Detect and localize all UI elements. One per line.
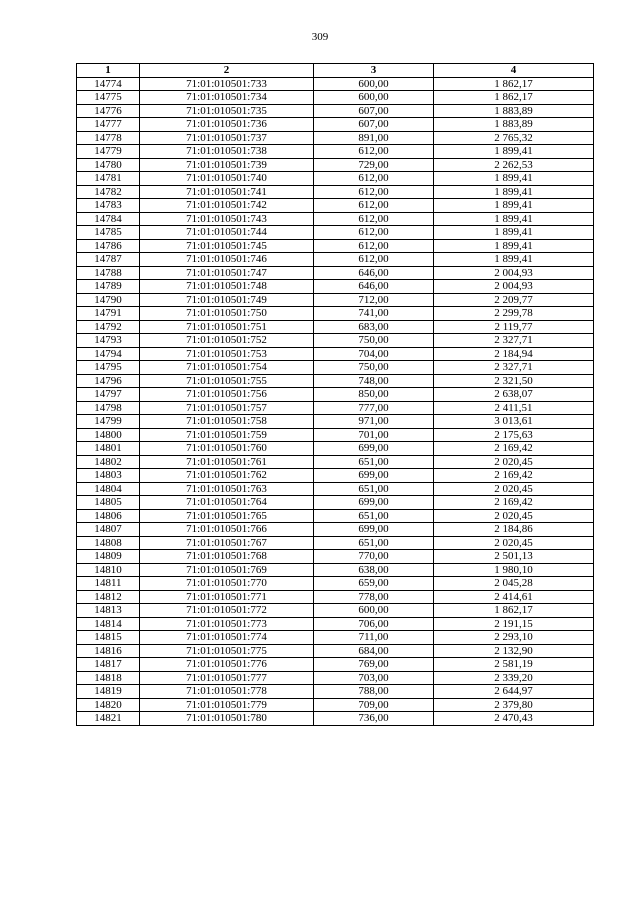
- row-number-cell: 14813: [77, 604, 140, 618]
- row-number-cell: 14821: [77, 712, 140, 726]
- value-cell: 1 899,41: [434, 185, 594, 199]
- cadastral-number-cell: 71:01:010501:734: [140, 91, 314, 105]
- cadastral-number-cell: 71:01:010501:773: [140, 617, 314, 631]
- cadastral-number-cell: 71:01:010501:763: [140, 482, 314, 496]
- area-cell: 646,00: [314, 280, 434, 294]
- table-row: [77, 712, 594, 726]
- cadastral-number-cell: 71:01:010501:759: [140, 428, 314, 442]
- cadastral-number-cell: 71:01:010501:755: [140, 374, 314, 388]
- area-cell: 612,00: [314, 172, 434, 186]
- area-cell: 600,00: [314, 604, 434, 618]
- cadastral-number-cell: 71:01:010501:752: [140, 334, 314, 348]
- row-number-cell: 14794: [77, 347, 140, 361]
- value-cell: 2 184,94: [434, 347, 594, 361]
- cadastral-number-cell: 71:01:010501:779: [140, 698, 314, 712]
- cadastral-number-cell: 71:01:010501:764: [140, 496, 314, 510]
- row-number-cell: 14776: [77, 104, 140, 118]
- area-cell: 778,00: [314, 590, 434, 604]
- area-cell: 777,00: [314, 401, 434, 415]
- row-number-cell: 14778: [77, 131, 140, 145]
- cadastral-number-cell: 71:01:010501:758: [140, 415, 314, 429]
- area-cell: 971,00: [314, 415, 434, 429]
- area-cell: 699,00: [314, 469, 434, 483]
- cadastral-number-cell: 71:01:010501:771: [140, 590, 314, 604]
- value-cell: 2 169,42: [434, 496, 594, 510]
- table-row: [77, 617, 594, 631]
- cadastral-number-cell: 71:01:010501:775: [140, 644, 314, 658]
- table-row: [77, 158, 594, 172]
- cadastral-number-cell: 71:01:010501:733: [140, 77, 314, 91]
- value-cell: 1 883,89: [434, 104, 594, 118]
- table-header-row: [77, 64, 594, 78]
- table-row: [77, 239, 594, 253]
- area-cell: 750,00: [314, 361, 434, 375]
- table-row: [77, 266, 594, 280]
- area-cell: 612,00: [314, 199, 434, 213]
- table-row: [77, 442, 594, 456]
- value-cell: 2 175,63: [434, 428, 594, 442]
- row-number-cell: 14784: [77, 212, 140, 226]
- area-cell: 712,00: [314, 293, 434, 307]
- row-number-cell: 14800: [77, 428, 140, 442]
- cadastral-number-cell: 71:01:010501:736: [140, 118, 314, 132]
- table-row: [77, 698, 594, 712]
- area-cell: 607,00: [314, 104, 434, 118]
- row-number-cell: 14781: [77, 172, 140, 186]
- cadastral-number-cell: 71:01:010501:746: [140, 253, 314, 267]
- area-cell: 788,00: [314, 685, 434, 699]
- row-number-cell: 14777: [77, 118, 140, 132]
- cadastral-number-cell: 71:01:010501:744: [140, 226, 314, 240]
- value-cell: 1 899,41: [434, 145, 594, 159]
- cadastral-number-cell: 71:01:010501:735: [140, 104, 314, 118]
- area-cell: 600,00: [314, 91, 434, 105]
- table-row: [77, 361, 594, 375]
- value-cell: 2 045,28: [434, 577, 594, 591]
- table-row: [77, 563, 594, 577]
- value-cell: 1 899,41: [434, 199, 594, 213]
- area-cell: 699,00: [314, 523, 434, 537]
- cadastral-number-cell: 71:01:010501:769: [140, 563, 314, 577]
- value-cell: 3 013,61: [434, 415, 594, 429]
- cadastral-number-cell: 71:01:010501:750: [140, 307, 314, 321]
- table-row: [77, 428, 594, 442]
- area-cell: 659,00: [314, 577, 434, 591]
- row-number-cell: 14820: [77, 698, 140, 712]
- cadastral-number-cell: 71:01:010501:754: [140, 361, 314, 375]
- row-number-cell: 14793: [77, 334, 140, 348]
- row-number-cell: 14780: [77, 158, 140, 172]
- value-cell: 2 321,50: [434, 374, 594, 388]
- row-number-cell: 14814: [77, 617, 140, 631]
- row-number-cell: 14819: [77, 685, 140, 699]
- table-row: [77, 172, 594, 186]
- area-cell: 699,00: [314, 442, 434, 456]
- table-row: [77, 604, 594, 618]
- area-cell: 711,00: [314, 631, 434, 645]
- table-row: [77, 185, 594, 199]
- value-cell: 2 020,45: [434, 509, 594, 523]
- table-body: [77, 77, 594, 725]
- area-cell: 736,00: [314, 712, 434, 726]
- table-row: [77, 320, 594, 334]
- area-cell: 701,00: [314, 428, 434, 442]
- table-row: [77, 644, 594, 658]
- table-row: [77, 685, 594, 699]
- table-row: [77, 145, 594, 159]
- row-number-cell: 14797: [77, 388, 140, 402]
- row-number-cell: 14808: [77, 536, 140, 550]
- row-number-cell: 14817: [77, 658, 140, 672]
- cadastral-number-cell: 71:01:010501:753: [140, 347, 314, 361]
- value-cell: 2 470,43: [434, 712, 594, 726]
- area-cell: 748,00: [314, 374, 434, 388]
- value-cell: 2 638,07: [434, 388, 594, 402]
- table-row: [77, 388, 594, 402]
- area-cell: 891,00: [314, 131, 434, 145]
- area-cell: 646,00: [314, 266, 434, 280]
- value-cell: 2 581,19: [434, 658, 594, 672]
- value-cell: 1 862,17: [434, 604, 594, 618]
- row-number-cell: 14818: [77, 671, 140, 685]
- area-cell: 612,00: [314, 239, 434, 253]
- area-cell: 706,00: [314, 617, 434, 631]
- data-table: [76, 63, 594, 726]
- cadastral-number-cell: 71:01:010501:749: [140, 293, 314, 307]
- cadastral-number-cell: 71:01:010501:765: [140, 509, 314, 523]
- column-header-1: 1: [77, 64, 140, 78]
- row-number-cell: 14801: [77, 442, 140, 456]
- cadastral-number-cell: 71:01:010501:772: [140, 604, 314, 618]
- row-number-cell: 14788: [77, 266, 140, 280]
- table-row: [77, 550, 594, 564]
- value-cell: 2 414,61: [434, 590, 594, 604]
- value-cell: 2 379,80: [434, 698, 594, 712]
- row-number-cell: 14775: [77, 91, 140, 105]
- value-cell: 2 132,90: [434, 644, 594, 658]
- row-number-cell: 14789: [77, 280, 140, 294]
- table-row: [77, 536, 594, 550]
- value-cell: 1 980,10: [434, 563, 594, 577]
- row-number-cell: 14804: [77, 482, 140, 496]
- table-row: [77, 226, 594, 240]
- row-number-cell: 14779: [77, 145, 140, 159]
- value-cell: 1 862,17: [434, 77, 594, 91]
- area-cell: 651,00: [314, 536, 434, 550]
- row-number-cell: 14792: [77, 320, 140, 334]
- page-number: 309: [311, 31, 329, 43]
- row-number-cell: 14791: [77, 307, 140, 321]
- column-header-3: 3: [314, 64, 434, 78]
- area-cell: 850,00: [314, 388, 434, 402]
- row-number-cell: 14774: [77, 77, 140, 91]
- cadastral-number-cell: 71:01:010501:766: [140, 523, 314, 537]
- row-number-cell: 14796: [77, 374, 140, 388]
- cadastral-number-cell: 71:01:010501:774: [140, 631, 314, 645]
- area-cell: 684,00: [314, 644, 434, 658]
- table-row: [77, 253, 594, 267]
- value-cell: 1 883,89: [434, 118, 594, 132]
- row-number-cell: 14785: [77, 226, 140, 240]
- value-cell: 2 327,71: [434, 334, 594, 348]
- value-cell: 2 020,45: [434, 536, 594, 550]
- row-number-cell: 14806: [77, 509, 140, 523]
- area-cell: 612,00: [314, 253, 434, 267]
- area-cell: 729,00: [314, 158, 434, 172]
- row-number-cell: 14803: [77, 469, 140, 483]
- cadastral-number-cell: 71:01:010501:737: [140, 131, 314, 145]
- table-row: [77, 280, 594, 294]
- row-number-cell: 14809: [77, 550, 140, 564]
- row-number-cell: 14802: [77, 455, 140, 469]
- table-row: [77, 415, 594, 429]
- table-row: [77, 523, 594, 537]
- table-row: [77, 482, 594, 496]
- table-row: [77, 347, 594, 361]
- row-number-cell: 14795: [77, 361, 140, 375]
- value-cell: 1 899,41: [434, 239, 594, 253]
- table-row: [77, 334, 594, 348]
- table-row: [77, 212, 594, 226]
- area-cell: 600,00: [314, 77, 434, 91]
- row-number-cell: 14799: [77, 415, 140, 429]
- value-cell: 1 899,41: [434, 172, 594, 186]
- cadastral-number-cell: 71:01:010501:743: [140, 212, 314, 226]
- value-cell: 2 004,93: [434, 266, 594, 280]
- value-cell: 2 262,53: [434, 158, 594, 172]
- table-row: [77, 199, 594, 213]
- value-cell: 2 184,86: [434, 523, 594, 537]
- row-number-cell: 14783: [77, 199, 140, 213]
- cadastral-number-cell: 71:01:010501:762: [140, 469, 314, 483]
- row-number-cell: 14811: [77, 577, 140, 591]
- table-row: [77, 590, 594, 604]
- value-cell: 2 765,32: [434, 131, 594, 145]
- area-cell: 651,00: [314, 455, 434, 469]
- column-header-2: 2: [140, 64, 314, 78]
- cadastral-number-cell: 71:01:010501:767: [140, 536, 314, 550]
- table-row: [77, 293, 594, 307]
- area-cell: 741,00: [314, 307, 434, 321]
- area-cell: 683,00: [314, 320, 434, 334]
- table-row: [77, 77, 594, 91]
- value-cell: 2 327,71: [434, 361, 594, 375]
- value-cell: 1 862,17: [434, 91, 594, 105]
- cadastral-number-cell: 71:01:010501:760: [140, 442, 314, 456]
- table-row: [77, 671, 594, 685]
- table-row: [77, 658, 594, 672]
- value-cell: 2 119,77: [434, 320, 594, 334]
- value-cell: 2 339,20: [434, 671, 594, 685]
- row-number-cell: 14807: [77, 523, 140, 537]
- cadastral-number-cell: 71:01:010501:778: [140, 685, 314, 699]
- cadastral-number-cell: 71:01:010501:777: [140, 671, 314, 685]
- row-number-cell: 14790: [77, 293, 140, 307]
- area-cell: 709,00: [314, 698, 434, 712]
- area-cell: 651,00: [314, 509, 434, 523]
- cadastral-number-cell: 71:01:010501:739: [140, 158, 314, 172]
- row-number-cell: 14798: [77, 401, 140, 415]
- area-cell: 703,00: [314, 671, 434, 685]
- value-cell: 1 899,41: [434, 253, 594, 267]
- column-header-4: 4: [434, 64, 594, 78]
- area-cell: 770,00: [314, 550, 434, 564]
- cadastral-number-cell: 71:01:010501:745: [140, 239, 314, 253]
- area-cell: 612,00: [314, 212, 434, 226]
- cadastral-number-cell: 71:01:010501:770: [140, 577, 314, 591]
- area-cell: 769,00: [314, 658, 434, 672]
- value-cell: 2 020,45: [434, 482, 594, 496]
- table-row: [77, 631, 594, 645]
- area-cell: 704,00: [314, 347, 434, 361]
- value-cell: 1 899,41: [434, 226, 594, 240]
- table-row: [77, 509, 594, 523]
- value-cell: 2 191,15: [434, 617, 594, 631]
- value-cell: 2 020,45: [434, 455, 594, 469]
- value-cell: 2 169,42: [434, 469, 594, 483]
- row-number-cell: 14787: [77, 253, 140, 267]
- row-number-cell: 14812: [77, 590, 140, 604]
- value-cell: 2 169,42: [434, 442, 594, 456]
- area-cell: 612,00: [314, 226, 434, 240]
- cadastral-number-cell: 71:01:010501:747: [140, 266, 314, 280]
- cadastral-number-cell: 71:01:010501:742: [140, 199, 314, 213]
- cadastral-number-cell: 71:01:010501:776: [140, 658, 314, 672]
- area-cell: 638,00: [314, 563, 434, 577]
- cadastral-number-cell: 71:01:010501:768: [140, 550, 314, 564]
- cadastral-number-cell: 71:01:010501:748: [140, 280, 314, 294]
- cadastral-number-cell: 71:01:010501:761: [140, 455, 314, 469]
- table-row: [77, 118, 594, 132]
- area-cell: 651,00: [314, 482, 434, 496]
- table-row: [77, 496, 594, 510]
- value-cell: 2 644,97: [434, 685, 594, 699]
- table-row: [77, 91, 594, 105]
- row-number-cell: 14816: [77, 644, 140, 658]
- row-number-cell: 14810: [77, 563, 140, 577]
- area-cell: 750,00: [314, 334, 434, 348]
- area-cell: 612,00: [314, 185, 434, 199]
- cadastral-number-cell: 71:01:010501:741: [140, 185, 314, 199]
- value-cell: 2 411,51: [434, 401, 594, 415]
- value-cell: 2 299,78: [434, 307, 594, 321]
- value-cell: 2 501,13: [434, 550, 594, 564]
- cadastral-number-cell: 71:01:010501:740: [140, 172, 314, 186]
- table-row: [77, 131, 594, 145]
- table-row: [77, 307, 594, 321]
- cadastral-number-cell: 71:01:010501:757: [140, 401, 314, 415]
- row-number-cell: 14815: [77, 631, 140, 645]
- area-cell: 607,00: [314, 118, 434, 132]
- table-row: [77, 374, 594, 388]
- table-row: [77, 455, 594, 469]
- table-row: [77, 401, 594, 415]
- value-cell: 2 293,10: [434, 631, 594, 645]
- row-number-cell: 14805: [77, 496, 140, 510]
- table-row: [77, 469, 594, 483]
- cadastral-number-cell: 71:01:010501:751: [140, 320, 314, 334]
- value-cell: 2 209,77: [434, 293, 594, 307]
- cadastral-number-cell: 71:01:010501:756: [140, 388, 314, 402]
- value-cell: 1 899,41: [434, 212, 594, 226]
- table-row: [77, 104, 594, 118]
- row-number-cell: 14786: [77, 239, 140, 253]
- area-cell: 612,00: [314, 145, 434, 159]
- value-cell: 2 004,93: [434, 280, 594, 294]
- cadastral-number-cell: 71:01:010501:738: [140, 145, 314, 159]
- area-cell: 699,00: [314, 496, 434, 510]
- cadastral-number-cell: 71:01:010501:780: [140, 712, 314, 726]
- row-number-cell: 14782: [77, 185, 140, 199]
- table-row: [77, 577, 594, 591]
